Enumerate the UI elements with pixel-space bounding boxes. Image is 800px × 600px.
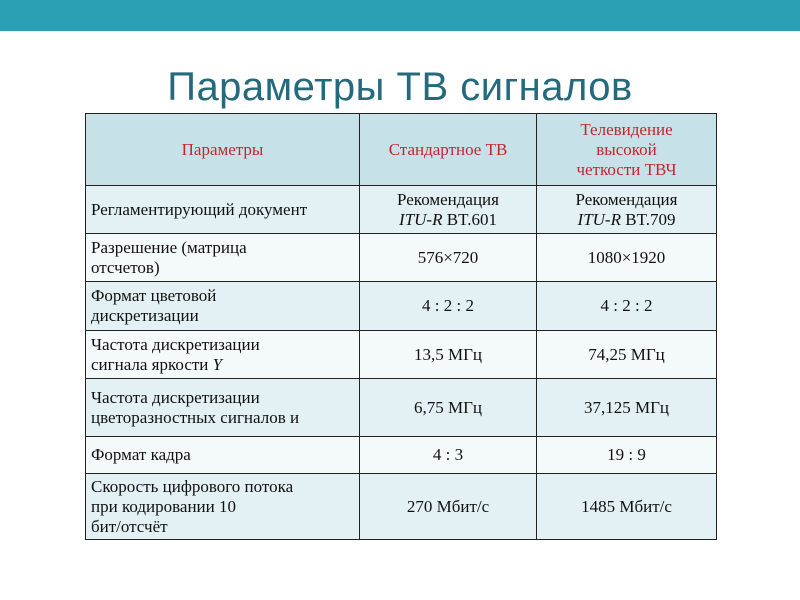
table-row	[86, 437, 717, 474]
param-cell-line: бит/отсчёт	[91, 516, 168, 536]
standard-tv-cell	[360, 282, 537, 331]
table-body	[86, 186, 717, 540]
hdtv-cell	[537, 282, 717, 331]
param-cell-line: Частота дискретизации	[91, 387, 260, 407]
standard-tv-cell-line: 4 : 3	[432, 445, 464, 464]
header-hdtv-line: Телевидение	[580, 119, 673, 139]
hdtv-cell	[537, 331, 717, 379]
header-hdtv-line: высокой	[596, 139, 657, 159]
hdtv-cell-line: ITU-R BT.709	[577, 209, 676, 229]
param-cell	[86, 282, 360, 331]
param-cell-line: сигнала яркости Y	[91, 354, 223, 374]
parameters-table	[85, 113, 717, 540]
hdtv-cell-line: Рекомендация	[575, 189, 678, 209]
table-row	[86, 331, 717, 379]
param-cell-line: Скорость цифрового потока	[91, 476, 294, 496]
slide-title: Параметры ТВ сигналов	[167, 65, 633, 109]
param-cell-line: дискретизации	[91, 306, 199, 325]
table-header-row	[86, 114, 717, 186]
param-cell	[86, 437, 360, 474]
hdtv-cell-line: 19 : 9	[607, 445, 646, 464]
param-cell-line: Формат цветовой	[91, 286, 217, 305]
standard-tv-cell	[360, 234, 537, 282]
param-cell	[86, 186, 360, 234]
standard-tv-cell-line: Рекомендация	[397, 189, 499, 209]
hdtv-cell	[537, 186, 717, 234]
standard-tv-cell-line: 4 : 2 : 2	[422, 296, 474, 315]
hdtv-cell	[537, 474, 717, 540]
param-cell-line: Частота дискретизации	[91, 334, 260, 354]
standard-tv-cell	[360, 186, 537, 234]
standard-tv-cell-line: 270 Мбит/с	[406, 496, 490, 516]
standard-tv-cell	[360, 331, 537, 379]
param-cell-line: цветоразностных сигналов и	[91, 407, 300, 427]
hdtv-cell-line: 1080×1920	[587, 247, 666, 267]
hdtv-cell-line: 1485 Мбит/с	[581, 496, 672, 516]
standard-tv-cell-line: 6,75 МГц	[413, 397, 483, 417]
standard-tv-cell	[360, 379, 537, 437]
param-cell	[86, 331, 360, 379]
header-parameters: Параметры	[86, 114, 360, 186]
param-cell-line: Формат кадра	[91, 445, 191, 464]
param-cell-line: при кодировании 10	[91, 496, 236, 516]
standard-tv-cell	[360, 474, 537, 540]
param-cell-line: отсчетов)	[91, 257, 160, 277]
hdtv-cell-line: 4 : 2 : 2	[600, 296, 653, 315]
table-row	[86, 379, 717, 437]
table-row	[86, 186, 717, 234]
table-row	[86, 282, 717, 331]
param-cell	[86, 474, 360, 540]
hdtv-cell	[537, 437, 717, 474]
hdtv-cell-line: 37,125 МГц	[583, 397, 670, 417]
table-row	[86, 474, 717, 540]
table-row	[86, 234, 717, 282]
param-cell-line: Разрешение (матрица	[91, 237, 247, 257]
hdtv-cell	[537, 379, 717, 437]
param-cell	[86, 234, 360, 282]
standard-tv-cell	[360, 437, 537, 474]
hdtv-cell	[537, 234, 717, 282]
hdtv-cell-line: 74,25 МГц	[588, 344, 665, 364]
param-cell-line: Регламентирующий документ	[91, 199, 308, 219]
param-cell	[86, 379, 360, 437]
top-accent-band	[0, 0, 800, 31]
standard-tv-cell-line: 576×720	[417, 247, 479, 267]
standard-tv-cell-line: ITU-R BT.601	[399, 209, 497, 229]
header-hdtv	[537, 114, 717, 186]
standard-tv-cell-line: 13,5 МГц	[413, 344, 483, 364]
header-standard-tv: Стандартное ТВ	[360, 114, 537, 186]
header-hdtv-line: четкости ТВЧ	[576, 159, 677, 179]
